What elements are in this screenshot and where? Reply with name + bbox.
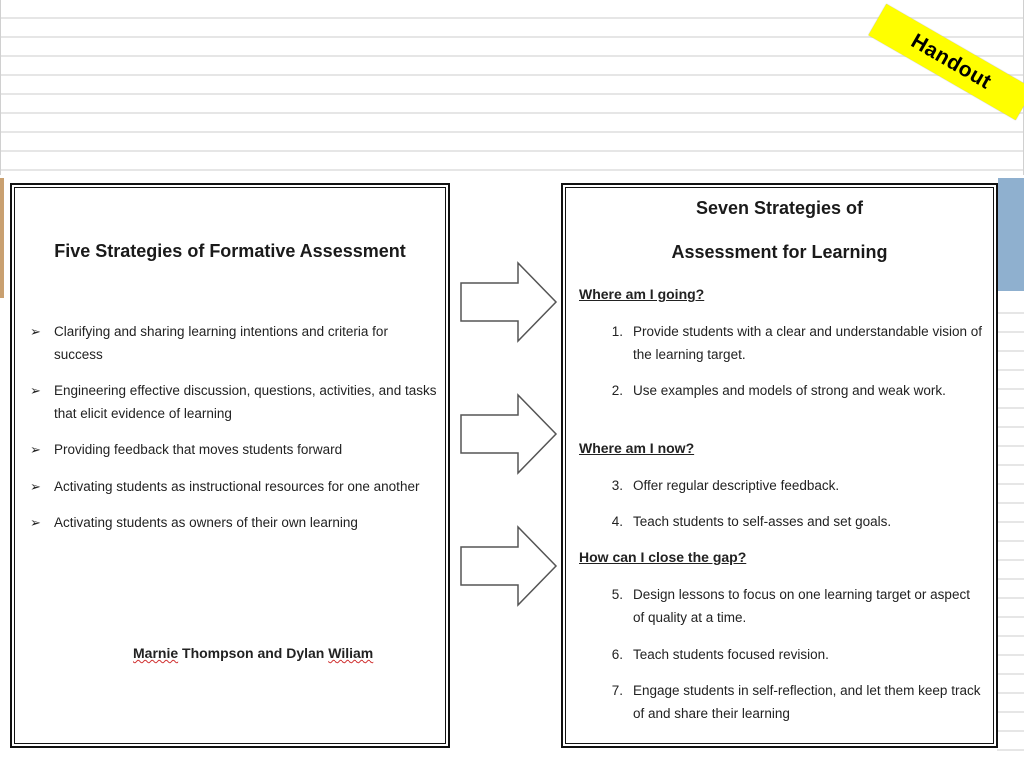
list-item: 5. Design lessons to focus on one learning target or aspect of quality at a time. [611, 587, 970, 625]
list-item: ➢ Providing feedback that moves students forward [30, 439, 440, 462]
list-item: 1. Provide students with a clear and understandable vision of the learning target. [611, 324, 982, 362]
right-arrow-icon [458, 393, 560, 475]
seven-strategies-title-line2: Assessment for Learning [671, 242, 888, 262]
five-strategies-title: Five Strategies of Formative Assessment [54, 241, 406, 261]
list-item: ➢ Engineering effective discussion, questions, activities, and tasks that elicit evidence of learning [30, 380, 440, 425]
arrow-bullet-icon: ➢ [30, 324, 41, 339]
arrow-bullet-icon: ➢ [30, 478, 41, 494]
list-item: 7. Engage students in self-reflection, and let them keep track of and share their learning [611, 683, 981, 721]
right-arrow-icon [458, 261, 560, 343]
arrow-bullet-icon: ➢ [30, 383, 41, 398]
list-item: ➢ Activating students as owners of their own learning [30, 512, 440, 535]
seven-strategies-title-line1: Seven Strategies of [695, 198, 864, 218]
list-item: 3. Offer regular descriptive feedback. [611, 478, 840, 493]
arrow-bullet-icon: ➢ [30, 515, 41, 530]
list-item: 2. Use examples and models of strong and weak work. [611, 383, 946, 398]
seven-strategies-box [561, 183, 998, 748]
section-heading: How can I close the gap? [579, 549, 747, 565]
handout-label: Handout [907, 29, 996, 94]
list-item: 6. Teach students focused revision. [611, 647, 829, 662]
side-accent-bar [998, 178, 1024, 291]
list-item: ➢ Activating students as instructional resources for one another [30, 476, 440, 499]
authors-credit: Marnie Thompson and Dylan Wiliam [133, 645, 374, 661]
side-accent-left [0, 178, 4, 298]
arrow-bullet-icon: ➢ [30, 442, 41, 457]
section-heading: Where am I now? [579, 440, 695, 456]
lined-background-top [0, 0, 1024, 175]
list-item: 4. Teach students to self-asses and set goals. [611, 514, 892, 529]
five-strategies-list [30, 321, 440, 549]
list-item: ➢ Clarifying and sharing learning intentions and criteria for success [30, 321, 440, 366]
five-strategies-box [10, 183, 450, 748]
section-heading: Where am I going? [579, 286, 705, 302]
lined-background-right [997, 295, 1024, 768]
right-arrow-icon [458, 525, 560, 607]
